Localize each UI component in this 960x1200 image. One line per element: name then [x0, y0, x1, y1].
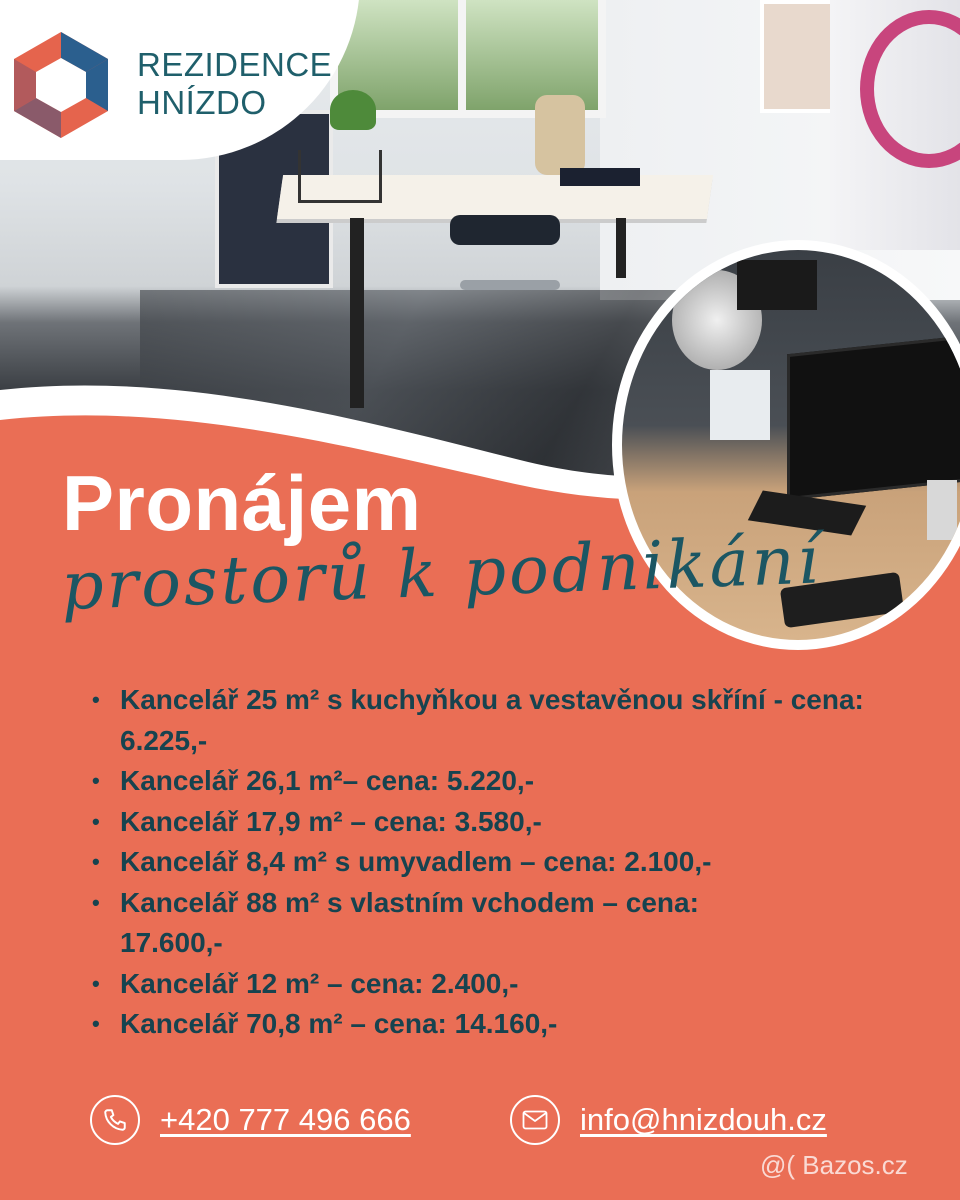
brand-line-1: REZIDENCE [137, 46, 333, 83]
brand-name [137, 46, 332, 122]
photo-chair-base [460, 280, 560, 290]
offer-item: • Kancelář 26,1 m²– cena: 5.220,- [92, 761, 912, 802]
photo-laptop [560, 168, 640, 186]
offer-item: • Kancelář 25 m² s kuchyňkou a vestavěnou skříní - cena: 6.225,- [92, 680, 912, 761]
email-contact[interactable] [510, 1093, 827, 1147]
photo-desk-leg-2 [616, 218, 626, 278]
offer-item: • Kancelář 8,4 m² s umyvadlem – cena: 2.100,- [92, 842, 912, 883]
photo-monitor [787, 336, 960, 500]
mail-icon [510, 1095, 560, 1145]
phone-link[interactable]: +420 777 496 666 [160, 1102, 411, 1137]
watermark: @( Bazos.cz [760, 1150, 908, 1180]
headline-subtitle: prostorů k podnikání [60, 521, 823, 625]
photo-speaker [927, 480, 957, 540]
photo-tan-chair [535, 95, 585, 175]
phone-icon [90, 1095, 140, 1145]
photo-chair [450, 215, 560, 245]
headline-title: Pronájem [62, 459, 422, 547]
offer-item: • Kancelář 70,8 m² – cena: 14.160,- [92, 1004, 912, 1045]
offer-item: • Kancelář 12 m² – cena: 2.400,- [92, 964, 912, 1005]
photo-imac [710, 370, 770, 440]
photo-plant [330, 90, 376, 130]
offer-item: • Kancelář 88 m² s vlastním vchodem – cena: 17.600,- [92, 883, 760, 964]
brand-line-2: HNÍZDO [137, 84, 267, 121]
offer-list [92, 680, 912, 1045]
photo-poster [760, 0, 838, 113]
photo-logo-panel [830, 0, 960, 250]
email-link[interactable]: info@hnizdouh.cz [580, 1102, 827, 1137]
hexagon-logo-icon [6, 30, 116, 140]
photo-tray [298, 150, 382, 203]
offer-item: • Kancelář 17,9 m² – cena: 3.580,- [92, 802, 912, 843]
photo-monitor-small [737, 260, 817, 310]
phone-contact[interactable] [90, 1093, 411, 1147]
